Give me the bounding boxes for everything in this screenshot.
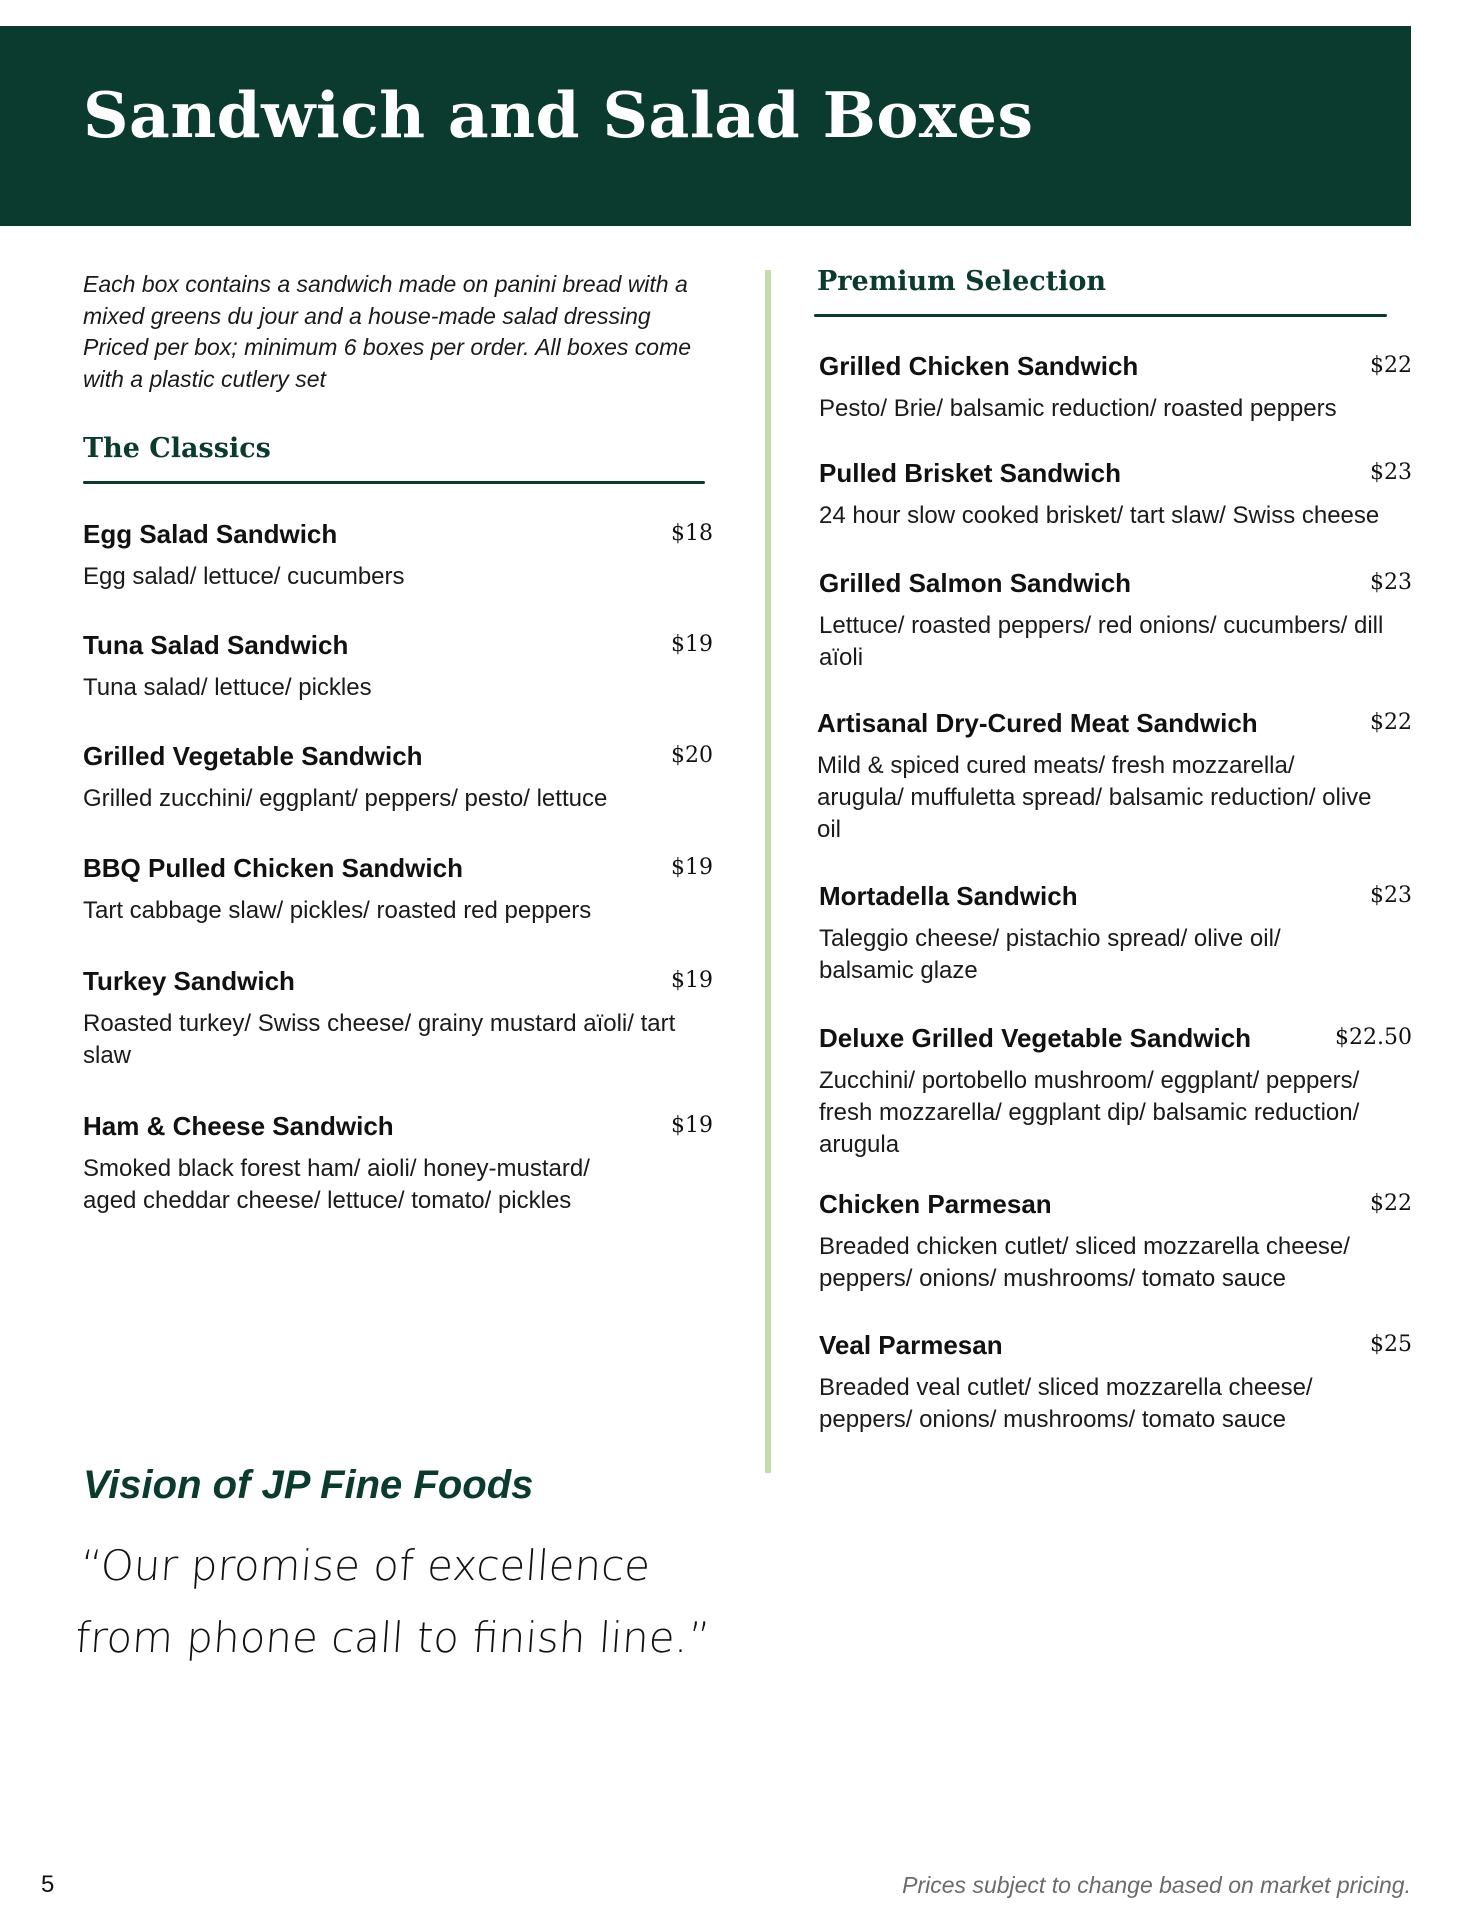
item-price: $20 xyxy=(671,743,713,768)
item-description: Tuna salad/ lettuce/ pickles xyxy=(83,674,372,701)
item-name: Veal Parmesan xyxy=(819,1330,1003,1360)
menu-item-pulled-brisket xyxy=(819,457,1412,537)
intro-text xyxy=(83,269,713,395)
item-description: Mild & spiced cured meats/ fresh mozzarella/ arugula/ muffuletta spread/ balsamic reduction/ olive oil xyxy=(817,752,1372,843)
item-price: $25 xyxy=(1370,1332,1412,1357)
item-price: $22 xyxy=(1370,1191,1412,1216)
menu-item-mortadella xyxy=(819,880,1412,992)
menu-item-ham-cheese xyxy=(83,1110,713,1222)
item-price: $19 xyxy=(671,855,713,880)
vision-quote xyxy=(73,1530,723,1674)
menu-item-veal-parmesan xyxy=(819,1329,1412,1441)
classics-title-rule xyxy=(83,481,705,484)
item-description: Breaded chicken cutlet/ sliced mozzarella cheese/ peppers/ onions/ mushrooms/ tomato sauce xyxy=(819,1233,1350,1292)
intro-line: mixed greens du jour and a house-made salad dressing xyxy=(83,302,651,329)
item-price: $23 xyxy=(1370,570,1412,595)
quote-line: “Our promise of excellence xyxy=(78,1541,652,1590)
item-name: Tuna Salad Sandwich xyxy=(83,630,349,660)
page-number: 5 xyxy=(41,1871,55,1898)
premium-title-rule xyxy=(814,314,1387,317)
menu-item-egg-salad xyxy=(83,518,713,598)
menu-item-bbq-pulled-chicken xyxy=(83,852,713,932)
item-name: Turkey Sandwich xyxy=(83,966,295,996)
item-name: Chicken Parmesan xyxy=(819,1189,1052,1219)
item-description: Roasted turkey/ Swiss cheese/ grainy mustard aïoli/ tart slaw xyxy=(83,1010,676,1069)
vision-title: Vision of JP Fine Foods xyxy=(83,1463,534,1507)
item-description: Breaded veal cutlet/ sliced mozzarella cheese/ peppers/ onions/ mushrooms/ tomato sauce xyxy=(819,1374,1313,1433)
menu-item-deluxe-grilled-vegetable xyxy=(819,1022,1412,1166)
item-name: Egg Salad Sandwich xyxy=(83,519,338,549)
classics-title: The Classics xyxy=(83,433,271,464)
item-name: Pulled Brisket Sandwich xyxy=(819,458,1121,488)
item-price: $19 xyxy=(671,1113,713,1138)
item-name: Artisanal Dry-Cured Meat Sandwich xyxy=(817,708,1258,738)
item-name: Grilled Salmon Sandwich xyxy=(819,568,1132,598)
menu-item-grilled-salmon xyxy=(819,567,1412,679)
item-price: $19 xyxy=(671,632,713,657)
item-name: Grilled Chicken Sandwich xyxy=(819,351,1139,381)
item-name: Mortadella Sandwich xyxy=(819,881,1078,911)
item-description: Grilled zucchini/ eggplant/ peppers/ pesto/ lettuce xyxy=(83,785,608,812)
item-price: $22 xyxy=(1370,353,1412,378)
quote-line: from phone call to finish line.” xyxy=(73,1613,712,1662)
item-price: $23 xyxy=(1370,460,1412,485)
item-description: 24 hour slow cooked brisket/ tart slaw/ Swiss cheese xyxy=(819,502,1380,529)
item-name: BBQ Pulled Chicken Sandwich xyxy=(83,853,463,883)
intro-line: Priced per box; minimum 6 boxes per order. All boxes come xyxy=(83,334,692,360)
item-description: Zucchini/ portobello mushroom/ eggplant/ peppers/ fresh mozzarella/ eggplant dip/ balsamic reduction/ arugula xyxy=(819,1067,1360,1158)
item-description: Pesto/ Brie/ balsamic reduction/ roasted peppers xyxy=(819,395,1337,422)
menu-item-grilled-chicken xyxy=(819,350,1412,430)
page-title: Sandwich and Salad Boxes xyxy=(83,78,1034,152)
item-price: $23 xyxy=(1370,883,1412,908)
item-description: Lettuce/ roasted peppers/ red onions/ cucumbers/ dill aïoli xyxy=(819,612,1384,671)
menu-item-tuna-salad xyxy=(83,629,713,709)
item-price: $19 xyxy=(671,968,713,993)
item-name: Deluxe Grilled Vegetable Sandwich xyxy=(819,1023,1252,1053)
item-price: $22 xyxy=(1370,710,1412,735)
item-price: $22.50 xyxy=(1335,1025,1412,1050)
menu-item-chicken-parmesan xyxy=(819,1188,1412,1300)
menu-item-grilled-vegetable xyxy=(83,740,713,820)
item-name: Grilled Vegetable Sandwich xyxy=(83,741,423,771)
item-price: $18 xyxy=(671,521,713,546)
title-banner xyxy=(0,26,1411,226)
column-divider xyxy=(765,270,771,1473)
premium-title: Premium Selection xyxy=(817,266,1107,297)
item-name: Ham & Cheese Sandwich xyxy=(83,1111,394,1141)
menu-item-artisanal-dry-cured xyxy=(817,707,1412,851)
item-description: Tart cabbage slaw/ pickles/ roasted red peppers xyxy=(83,897,592,924)
pricing-note: Prices subject to change based on market pricing. xyxy=(902,1872,1411,1898)
item-description: Smoked black forest ham/ aioli/ honey-mustard/ aged cheddar cheese/ lettuce/ tomato/ pickles xyxy=(83,1155,590,1214)
intro-line: with a plastic cutlery set xyxy=(83,365,326,392)
item-description: Egg salad/ lettuce/ cucumbers xyxy=(83,563,405,590)
item-description: Taleggio cheese/ pistachio spread/ olive oil/ balsamic glaze xyxy=(819,925,1281,984)
intro-line: Each box contains a sandwich made on panini bread with a xyxy=(83,271,688,297)
menu-item-turkey xyxy=(83,965,713,1077)
